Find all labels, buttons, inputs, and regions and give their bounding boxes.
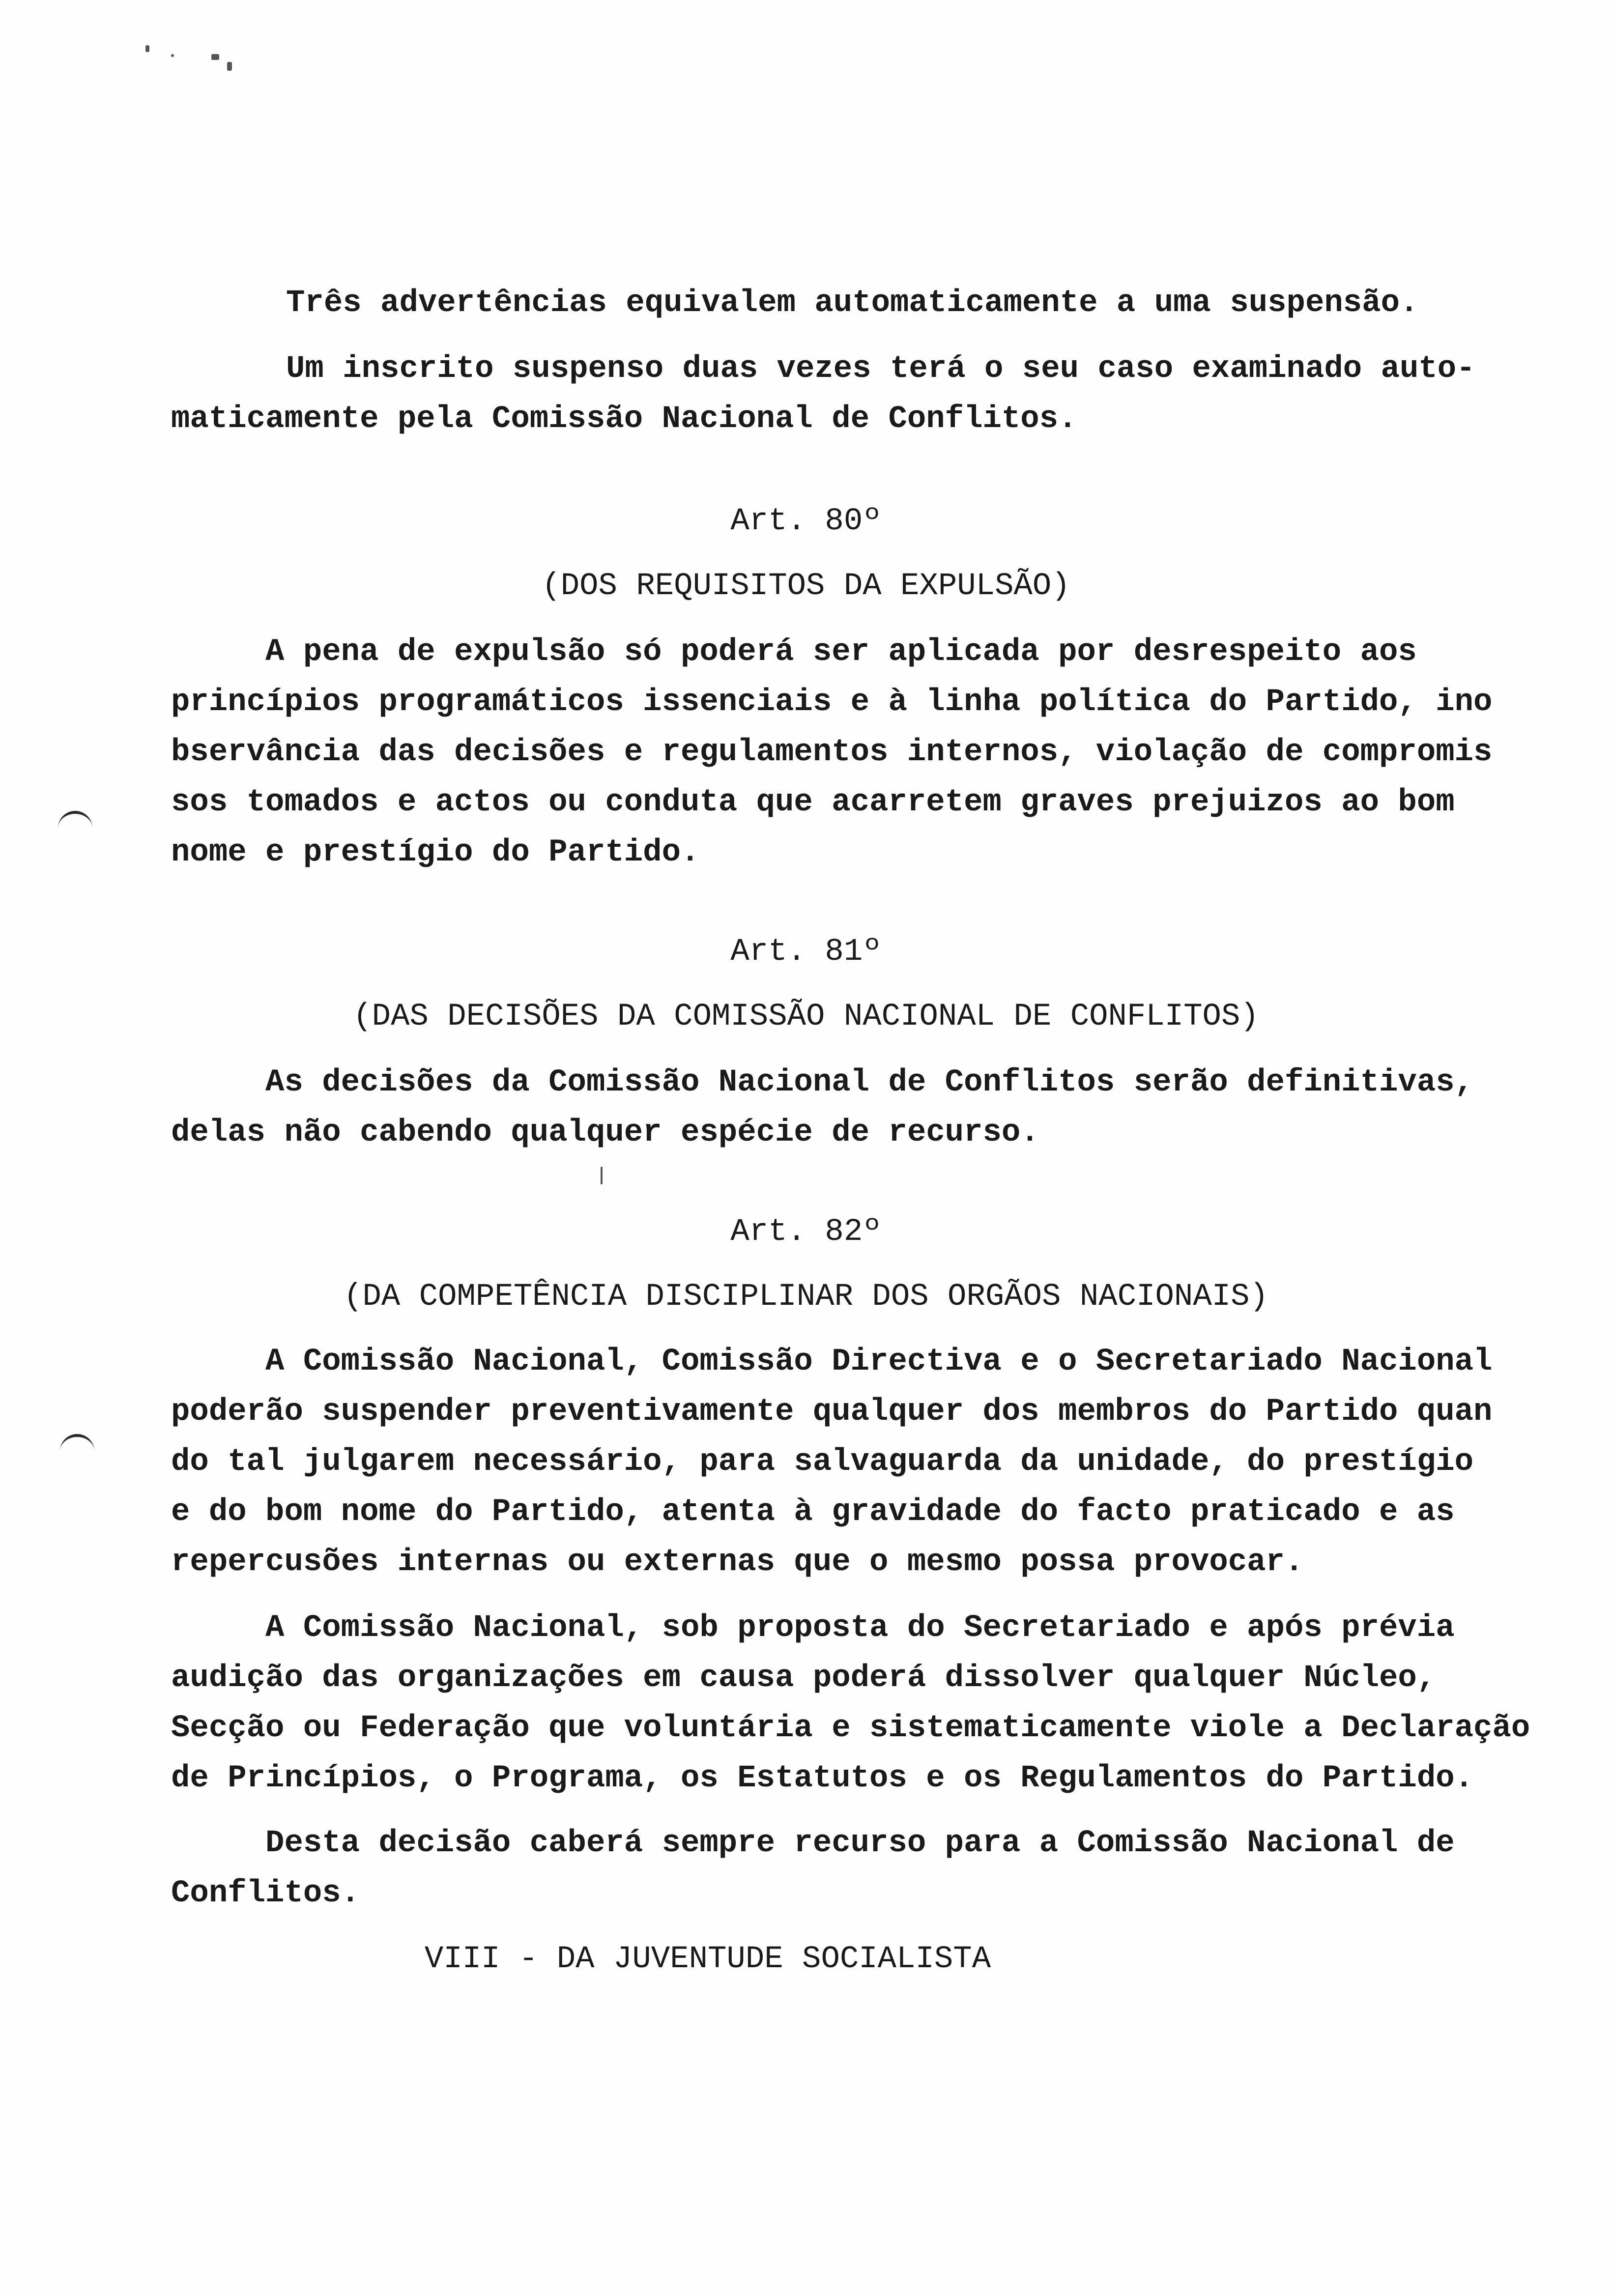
- art-82-paragraph-2-line: Secção ou Federação que voluntária e sistematicamente viole a Declaração: [171, 1711, 1530, 1746]
- art-80-line: bservância das decisões e regulamentos internos, violação de compromis: [171, 735, 1493, 770]
- art-81-line: As decisões da Comissão Nacional de Conflitos serão definitivas,: [171, 1065, 1474, 1100]
- art-82-paragraph-2-line: de Princípios, o Programa, os Estatutos e os Regulamentos do Partido.: [171, 1761, 1474, 1796]
- scan-speck: [227, 62, 232, 71]
- art-80-line: A pena de expulsão só poderá ser aplicada por desrespeito aos: [171, 634, 1417, 670]
- punch-hole-mark: [58, 811, 92, 829]
- art-80-line: nome e prestígio do Partido.: [171, 835, 700, 870]
- section-heading: VIII - DA JUVENTUDE SOCIALISTA: [424, 1942, 991, 1977]
- scan-speck: [145, 45, 149, 52]
- art-82-paragraph-1-line: poderão suspender preventivamente qualquer dos membros do Partido quan: [171, 1394, 1493, 1430]
- art-81-number: Art. 81º: [730, 934, 882, 970]
- scan-speck: [171, 54, 174, 57]
- art-80-line: sos tomados e actos ou conduta que acarretem graves prejuizos ao bom: [171, 785, 1455, 820]
- art-82-heading: (DA COMPETÊNCIA DISCIPLINAR DOS ORGÃOS NACIONAIS): [344, 1279, 1268, 1315]
- art-82-paragraph-2-line: A Comissão Nacional, sob proposta do Secretariado e após prévia: [171, 1610, 1455, 1646]
- intro-paragraph-2-line-1: Um inscrito suspenso duas vezes terá o seu caso examinado auto-: [286, 351, 1475, 387]
- art-82-paragraph-1-line: e do bom nome do Partido, atenta à gravidade do facto praticado e as: [171, 1494, 1455, 1530]
- art-82-paragraph-1-line: repercusões internas ou externas que o mesmo possa provocar.: [171, 1545, 1304, 1580]
- art-80-number: Art. 80º: [730, 504, 882, 539]
- art-81-line: delas não cabendo qualquer espécie de recurso.: [171, 1115, 1039, 1150]
- intro-paragraph-1: Três advertências equivalem automaticamente a uma suspensão.: [286, 286, 1419, 321]
- art-80-heading: (DOS REQUISITOS DA EXPULSÃO): [542, 569, 1070, 604]
- scan-speck: [601, 1167, 603, 1184]
- punch-hole-mark: [60, 1434, 94, 1452]
- intro-paragraph-2-line-2: maticamente pela Comissão Nacional de Conflitos.: [171, 402, 1077, 437]
- scan-speck: [211, 54, 219, 60]
- art-82-number: Art. 82º: [730, 1214, 882, 1250]
- art-82-paragraph-1-line: do tal julgarem necessário, para salvaguarda da unidade, do prestígio: [171, 1444, 1474, 1480]
- art-81-heading: (DAS DECISÕES DA COMISSÃO NACIONAL DE CONFLITOS): [353, 999, 1259, 1034]
- art-82-paragraph-3-line: Desta decisão caberá sempre recurso para a Comissão Nacional de: [171, 1826, 1455, 1861]
- art-80-line: princípios programáticos issenciais e à linha política do Partido, ino: [171, 685, 1493, 720]
- art-82-paragraph-3-line: Conflitos.: [171, 1876, 360, 1911]
- art-82-paragraph-2-line: audição das organizações em causa poderá dissolver qualquer Núcleo,: [171, 1661, 1436, 1696]
- art-82-paragraph-1-line: A Comissão Nacional, Comissão Directiva e o Secretariado Nacional: [171, 1344, 1493, 1379]
